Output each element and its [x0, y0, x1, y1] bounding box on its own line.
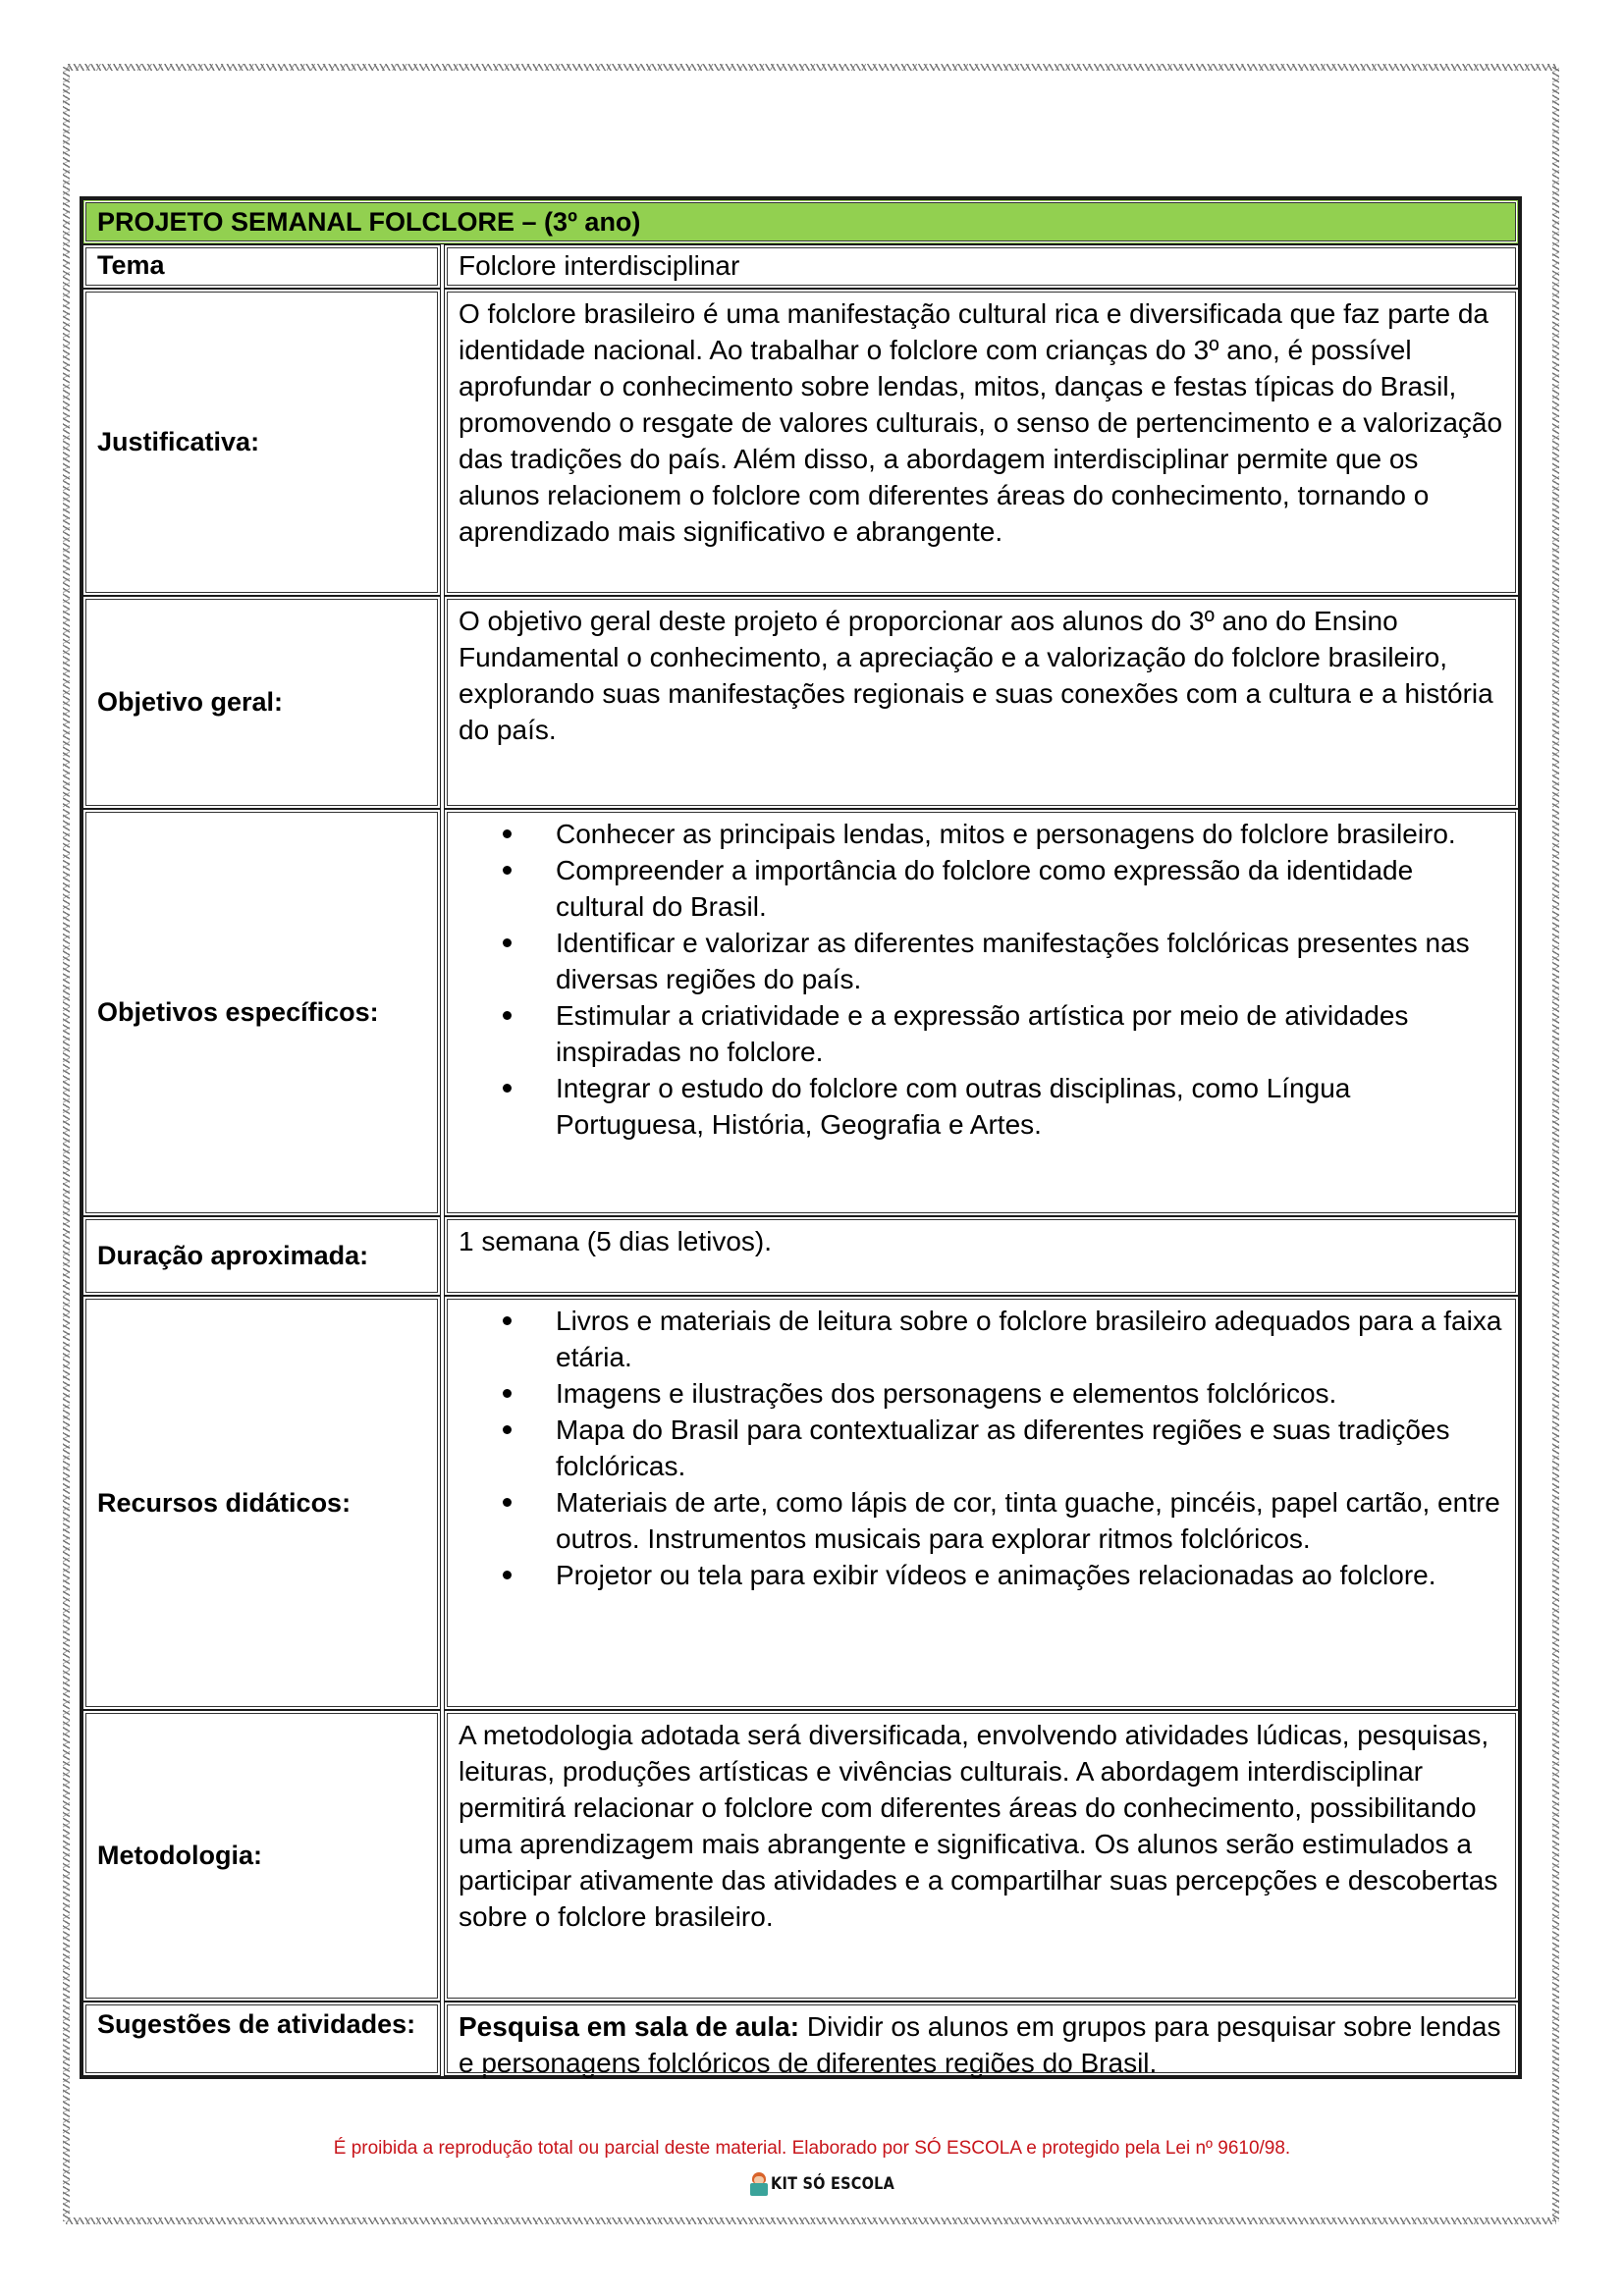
- page-border-bottom: [66, 2217, 1556, 2224]
- bullet-icon: [503, 938, 512, 947]
- row-sugestoes: [82, 2002, 1519, 2076]
- list-item: [459, 1303, 1504, 1375]
- header-row: [82, 199, 1519, 244]
- copyright-notice: É proibida a reprodução total ou parcial deste material. Elaborado por SÓ ESCOLA e protegido pela Lei nº 9610/98.: [333, 2138, 1291, 2159]
- label-objetivos-especificos: Objetivos específicos:: [82, 809, 441, 1216]
- bullet-icon: [503, 866, 512, 875]
- list-item-text: Integrar o estudo do folclore com outras disciplinas, como Língua Portuguesa, História, Geografia e Artes.: [556, 1073, 1351, 1140]
- list-item-text: Livros e materiais de leitura sobre o folclore brasileiro adequados para a faixa etária.: [556, 1306, 1502, 1372]
- label-sugestoes: Sugestões de atividades:: [82, 2002, 441, 2076]
- text-objetivo-geral: O objetivo geral deste projeto é proporcionar aos alunos do 3º ano do Ensino Fundamental o conhecimento, a apreciação e a valorização do folclore brasileiro, explorando suas manifestações regionais e suas conexões com a cultura e a história do país.: [444, 596, 1519, 809]
- bullet-icon: [503, 1316, 512, 1325]
- bullet-icon: [503, 1011, 512, 1020]
- label-recursos: Recursos didáticos:: [82, 1296, 441, 1710]
- row-tema: [82, 244, 1519, 289]
- label-objetivo-geral: Objetivo geral:: [82, 596, 441, 809]
- objetivos-especificos-list: [459, 816, 1504, 1143]
- bullet-icon: [503, 1084, 512, 1093]
- bullet-icon: [503, 829, 512, 838]
- label-justificativa: Justificativa:: [82, 289, 441, 596]
- page-border-left: [63, 67, 70, 2221]
- logo-text: KIT SÓ ESCOLA: [771, 2174, 895, 2194]
- list-item-text: Materiais de arte, como lápis de cor, tinta guache, pincéis, papel cartão, entre outros. Instrumentos musicais para explorar ritmos folclóricos.: [556, 1487, 1500, 1554]
- list-item: [459, 1557, 1504, 1593]
- list-item-text: Projetor ou tela para exibir vídeos e animações relacionadas ao folclore.: [556, 1560, 1436, 1590]
- list-item: [459, 1484, 1504, 1557]
- project-title: PROJETO SEMANAL FOLCLORE – (3º ano): [82, 199, 1519, 244]
- list-item: [459, 997, 1504, 1070]
- label-duracao: Duração aproximada:: [82, 1216, 441, 1296]
- list-item-text: Identificar e valorizar as diferentes manifestações folclóricas presentes nas diversas regiões do país.: [556, 928, 1470, 994]
- label-metodologia: Metodologia:: [82, 1710, 441, 2002]
- activity-title: Pesquisa em sala de aula:: [459, 2011, 800, 2042]
- bullet-icon: [503, 1498, 512, 1507]
- page-border-right: [1552, 67, 1559, 2221]
- list-item: [459, 1070, 1504, 1143]
- text-justificativa: O folclore brasileiro é uma manifestação cultural rica e diversificada que faz parte da identidade nacional. Ao trabalhar o folclore com crianças do 3º ano, é possível aprofundar o conhecimento sobre lendas, mitos, danças e festas típicas do Brasil, promovendo o resgate de valores culturais, o senso de pertencimento e a valorização das tradições do país. Além disso, a abordagem interdisciplinar permite que os alunos relacionem o folclore com diferentes áreas do conhecimento, tornando o aprendizado mais significativo e abrangente.: [444, 289, 1519, 596]
- list-item: [459, 925, 1504, 997]
- value-tema: Folclore interdisciplinar: [444, 244, 1519, 289]
- bullet-icon: [503, 1571, 512, 1579]
- sugestoes-content: [444, 2002, 1519, 2076]
- label-tema: Tema: [82, 244, 441, 289]
- list-item: [459, 852, 1504, 925]
- list-item-text: Compreender a importância do folclore como expressão da identidade cultural do Brasil.: [556, 855, 1414, 922]
- text-metodologia: A metodologia adotada será diversificada, envolvendo atividades lúdicas, pesquisas, leituras, produções artísticas e vivências culturais. A abordagem interdisciplinar permitirá relacionar o folclore com diferentes áreas do conhecimento, possibilitando uma aprendizagem mais abrangente e significativa. Os alunos serão estimulados a participar ativamente das atividades e a compartilhar suas percepções e descobertas sobre o folclore brasileiro.: [444, 1710, 1519, 2002]
- text-duracao: 1 semana (5 dias letivos).: [444, 1216, 1519, 1296]
- bullet-icon: [503, 1425, 512, 1434]
- bullet-icon: [503, 1389, 512, 1398]
- list-item-text: Estimular a criatividade e a expressão artística por meio de atividades inspiradas no folclore.: [556, 1000, 1409, 1067]
- page-border-top: [66, 64, 1556, 71]
- row-metodologia: [82, 1710, 1519, 2002]
- child-reading-book-icon: [750, 2172, 768, 2196]
- list-item-text: Imagens e ilustrações dos personagens e elementos folclóricos.: [556, 1378, 1337, 1409]
- list-item: [459, 1412, 1504, 1484]
- list-item-text: Mapa do Brasil para contextualizar as diferentes regiões e suas tradições folclóricas.: [556, 1415, 1450, 1481]
- row-objetivos-especificos: [82, 809, 1519, 1216]
- list-item: [459, 816, 1504, 852]
- recursos-list: [459, 1303, 1504, 1593]
- list-item: [459, 1375, 1504, 1412]
- recursos-content: [444, 1296, 1519, 1710]
- kit-so-escola-logo: [750, 2171, 916, 2197]
- list-item-text: Conhecer as principais lendas, mitos e personagens do folclore brasileiro.: [556, 819, 1456, 849]
- row-duracao: [82, 1216, 1519, 1296]
- objetivos-especificos-content: [444, 809, 1519, 1216]
- row-justificativa: [82, 289, 1519, 596]
- row-recursos: [82, 1296, 1519, 1710]
- project-table: [80, 196, 1522, 2079]
- activity-text: Dividir os alunos em grupos para pesquisar sobre lendas e personagens folclóricos de diferentes regiões do Brasil.: [459, 2011, 1501, 2078]
- row-objetivo-geral: [82, 596, 1519, 809]
